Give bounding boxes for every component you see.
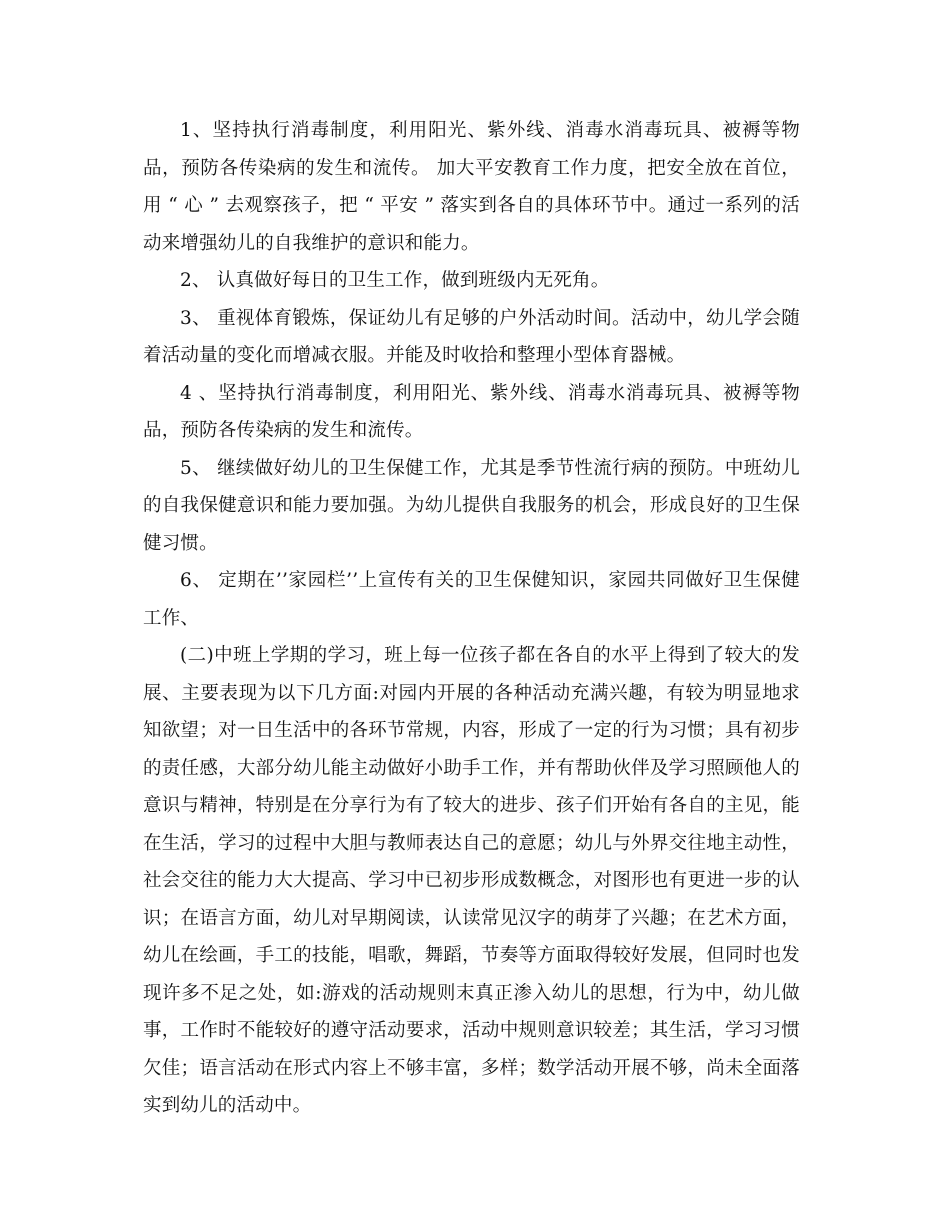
paragraph-item-5: 5、 继续做好幼儿的卫生保健工作，尤其是季节性流行病的预防。中班幼儿的自我保健意识和能力要加强。为幼儿提供自我服务的机会，形成良好的卫生保健习惯。 bbox=[143, 457, 800, 554]
paragraph-item-1: 1、坚持执行消毒制度，利用阳光、紫外线、消毒水消毒玩具、被褥等物品，预防各传染病的发生和流传。 加大平安教育工作力度，把安全放在首位，用 “ 心 ” 去观察孩子，把 “ 平安 ” 落实到各自的具体环节中。通过一系列的活动来增强幼儿的自我维护的意识和能力。 bbox=[143, 120, 800, 254]
paragraph-item-4: 4 、坚持执行消毒制度，利用阳光、紫外线、消毒水消毒玩具、被褥等物品，预防各传染病的发生和流传。 bbox=[143, 382, 800, 441]
paragraph-item-3: 3、 重视体育锻炼，保证幼儿有足够的户外活动时间。活动中，幼儿学会随着活动量的变化而增减衣服。并能及时收拾和整理小型体育器械。 bbox=[143, 307, 800, 366]
paragraph-section-two: (二)中班上学期的学习，班上每一位孩子都在各自的水平上得到了较大的发展、主要表现为以下几方面:对园内开展的各种活动充满兴趣，有较为明显地求知欲望；对一日生活中的各环节常规，内容，形成了一定的行为习惯；具有初步的责任感，大部分幼儿能主动做好小助手工作，并有帮助伙伴及学习照顾他人的意识与精神，特别是在分享行为有了较大的进步、孩子们开始有各自的主见，能在生活，学习的过程中大胆与教师表达自己的意愿；幼儿与外界交往地主动性，社会交往的能力大大提高、学习中已初步形成数概念，对图形也有更进一步的认识；在语言方面，幼儿对早期阅读，认读常见汉字的萌芽了兴趣；在艺术方面，幼儿在绘画，手工的技能，唱歌，舞蹈，节奏等方面取得较好发展，但同时也发现许多不足之处，如:游戏的活动规则末真正渗入幼儿的思想，行为中，幼儿做事，工作时不能较好的遵守活动要求，活动中规则意识较差；其生活，学习习惯欠佳；语言活动在形式内容上不够丰富，多样；数学活动开展不够，尚未全面落实到幼儿的活动中。 bbox=[143, 645, 800, 1116]
paragraph-item-2: 2、 认真做好每日的卫生工作，做到班级内无死角。 bbox=[180, 270, 610, 291]
paragraph-item-6: 6、 定期在’’家园栏’’上宣传有关的卫生保健知识，家园共同做好卫生保健工作、 bbox=[143, 570, 800, 629]
